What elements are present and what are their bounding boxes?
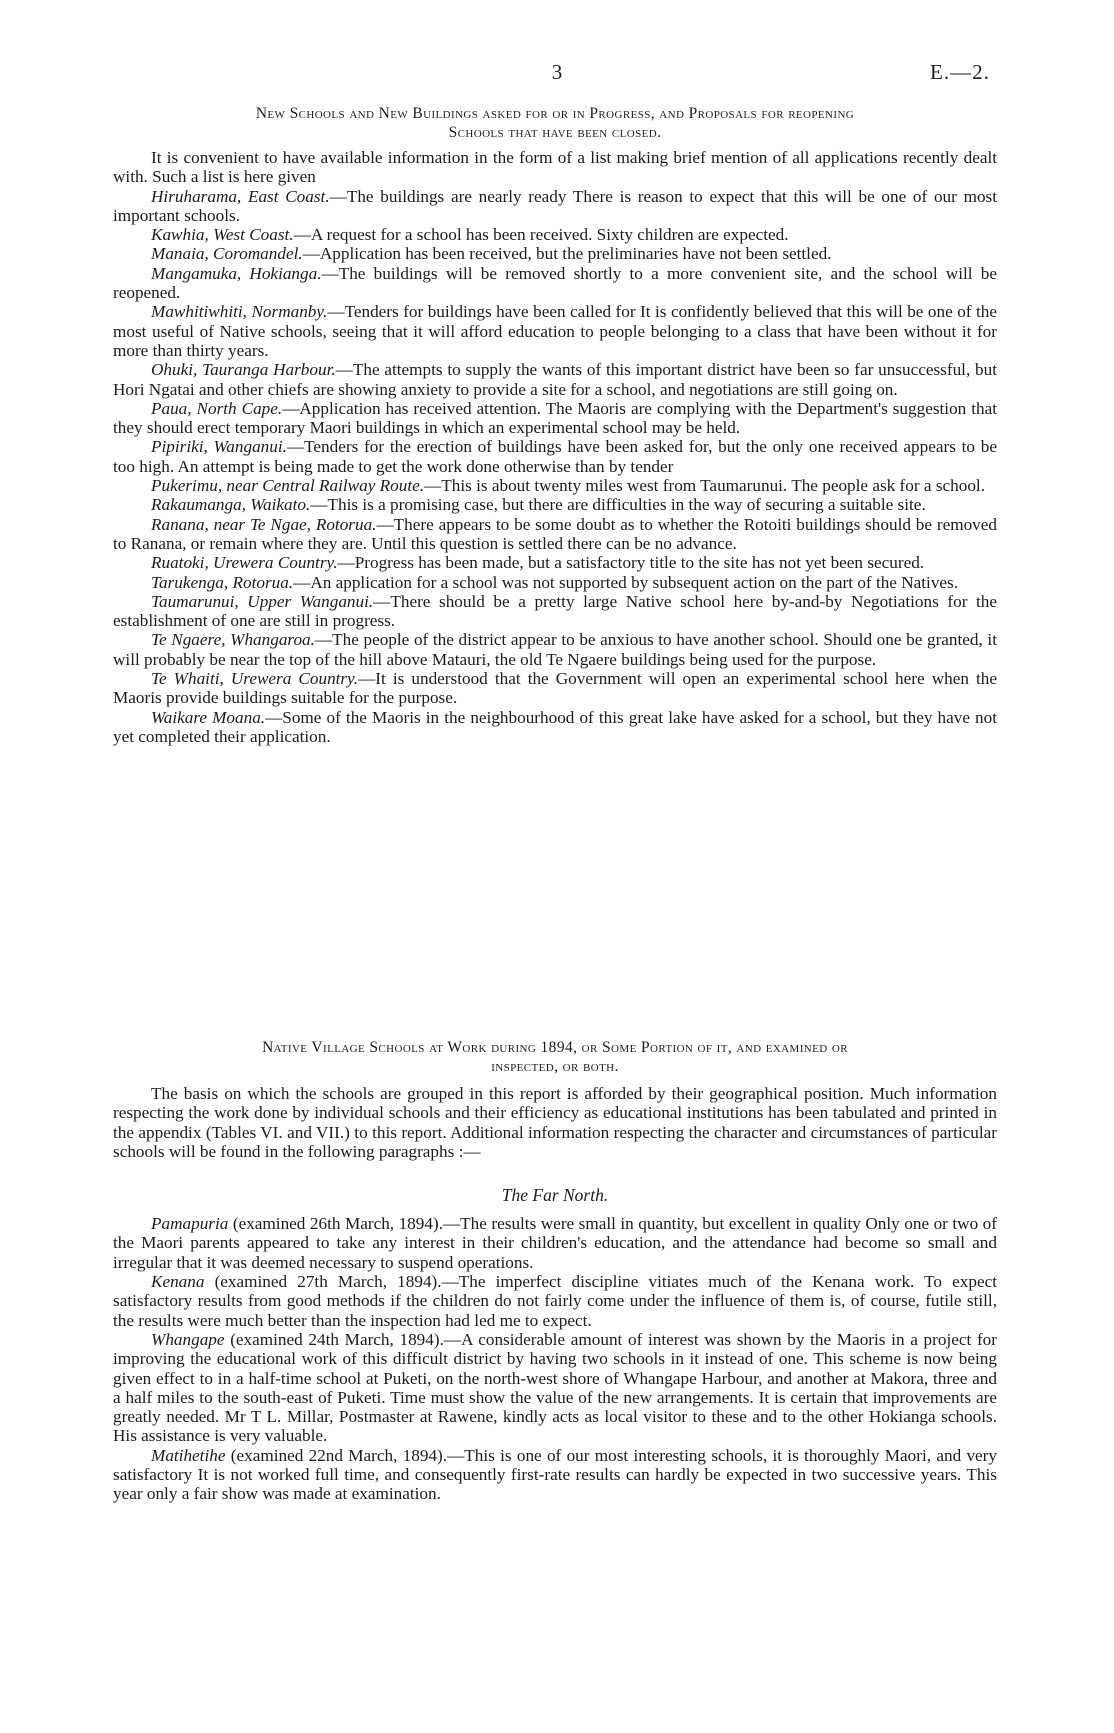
paragraph-lead: Pamapuria: [151, 1214, 229, 1234]
paragraph-lead: Ranana, near Te Ngae, Rotorua.: [151, 514, 377, 534]
paragraph-lead: Hiruharama, East Coast.: [151, 186, 330, 206]
paragraph-lead: Tarukenga, Rotorua.: [151, 572, 294, 592]
paragraph-lead: Pipiriki, Wanganui.: [151, 437, 287, 457]
paragraph: [113, 360, 997, 399]
paragraph-lead: Manaia, Coromandel.: [151, 244, 303, 264]
paragraph-text: —Application has received attention. The Maoris are complying with the Department's suggestion that they should erect temporary Maori buildings in which an experimental school may be held.: [113, 398, 997, 438]
paragraph-lead: Rakaumanga, Waikato.: [151, 495, 311, 515]
paragraph-lead: Waikare Moana.: [151, 707, 266, 727]
paragraph: [113, 187, 997, 226]
paragraph-lead: Paua, North Cape.: [151, 398, 283, 418]
paragraph-lead: Ohuki, Tauranga Harbour.: [151, 360, 336, 380]
paragraph: [113, 553, 997, 572]
paragraph-lead: Mawhitiwhiti, Normanby.: [151, 302, 328, 322]
paragraph-lead: Kenana: [151, 1272, 205, 1292]
paragraph: [113, 476, 997, 495]
paragraph-lead: Ruatoki, Urewera Country.: [151, 553, 338, 573]
school-paragraph: [113, 1214, 997, 1272]
paragraph-text: (examined 24th March, 1894).—A considerable amount of interest was shown by the Maoris in a project for improving the educational work of this difficult district by having two schools in it instead of one. This scheme is now being given effect to in a half-time school at Puketi, on the north-west shore of Whangape Harbour, and another at Makora, three and a half miles to the south-east of Puketi. Time must show the value of the new arrangements. It is certain that improvements are greatly needed. Mr T L. Millar, Postmaster at Rawene, kindly acts as local visitor to these and to the other Hokianga schools. His assistance is very valuable.: [113, 1329, 997, 1446]
paragraph-lead: Mangamuka, Hokianga.: [151, 263, 322, 283]
paragraph: [113, 592, 997, 631]
paragraph: [113, 244, 997, 263]
paragraph-text: (examined 22nd March, 1894).—This is one of our most interesting schools, it is thoroughly Maori, and very satisfactory It is not worked full time, and consequently first-rate results can hardly be expected in two successive years. This year only a fair show was made at examination.: [113, 1445, 997, 1504]
paragraph-lead: Te Whaiti, Urewera Country.: [151, 669, 359, 689]
paragraph-lead: Te Ngaere, Whangaroa.: [151, 630, 315, 650]
section-new-schools: [113, 104, 997, 746]
paragraph-text: —Application has been received, but the preliminaries have not been settled.: [302, 244, 832, 264]
paragraph-lead: Pukerimu, near Central Railway Route.: [151, 476, 425, 496]
paragraph-text: —This is a promising case, but there are difficulties in the way of securing a suitable site.: [310, 495, 926, 515]
paragraph: [113, 495, 997, 514]
paragraph: [113, 630, 997, 669]
paragraph-lead: Whangape: [151, 1329, 225, 1349]
paragraph-text: It is convenient to have available information in the form of a list making brief mention of all applications recently dealt with. Such a list is here given: [113, 148, 997, 187]
paragraph-text: —Tenders for the erection of buildings have been asked for, but the only one received appears to be too high. An attempt is being made to get the work done otherwise than by tender: [113, 437, 997, 476]
section-heading-cont: Schools that have been closed.: [448, 124, 662, 141]
paragraph: [113, 437, 997, 476]
paragraph-text: —It is understood that the Government will open an experimental school here when the Maoris provide buildings suitable for the purpose.: [113, 669, 997, 708]
paragraph-text: —An application for a school was not supported by subsequent action on the part of the Natives.: [293, 572, 959, 592]
paragraph: [113, 148, 997, 187]
paragraph: [113, 669, 997, 708]
paragraph-text: The basis on which the schools are grouped in this report is afforded by their geographical position. Much information respecting the work done by individual schools and their efficiency as educational institutions has been tabulated and printed in the appendix (Tables VI. and VII.) to this report. Additional information respecting the character and circumstances of particular schools will be found in the following paragraphs :—: [113, 1084, 997, 1161]
paragraph-text: (examined 27th March, 1894).—The imperfect discipline vitiates much of the Kenana work. To expect satisfactory results from good methods if the children do not fairly come under the influence of them is, of course, futile still, the results were much better than the inspection had led me to expect.: [113, 1272, 997, 1330]
paragraph: [113, 302, 997, 360]
paragraph-text: —The attempts to supply the wants of this important district have been so far unsuccessful, but Hori Ngatai and other chiefs are showing anxiety to provide a site for a school, and negotiations are still going on.: [113, 360, 997, 399]
paragraph-text: —This is about twenty miles west from Taumarunui. The people ask for a school.: [424, 476, 985, 496]
paragraph-text: —The people of the district appear to be anxious to have another school. Should one be granted, it will probably be near the top of the hill above Matauri, the old Te Ngaere buildings being used for the purpose.: [113, 630, 997, 669]
school-paragraph: [113, 1272, 997, 1330]
paragraph-text: —There appears to be some doubt as to whether the Rotoiti buildings should be removed to Ranana, or remain where they are. Until this question is settled there can be no advance.: [113, 514, 997, 553]
paragraph-lead: Taumarunui, Upper Wanganui.: [151, 591, 374, 611]
paragraph-text: —Tenders for buildings have been called for It is confidently believed that this will be one of the most useful of Native schools, seeing that it will afford education to people belonging to a class that have been without it for more than thirty years.: [113, 302, 997, 360]
paragraph: [113, 225, 997, 244]
paragraph: [113, 515, 997, 554]
paragraph-lead: Matihetihe: [151, 1445, 226, 1465]
section-heading: New Schools and New Buildings asked for or in Progress, and Proposals for reopening: [255, 105, 855, 122]
section-heading: Native Village Schools at Work during 1894, or Some Portion of it, and examined or: [262, 1039, 848, 1056]
section-heading-cont: inspected, or both.: [491, 1058, 619, 1075]
paragraph-text: —There should be a pretty large Native school here by-and-by Negotiations for the establishment of one are still in progress.: [113, 591, 997, 631]
paragraph-text: —Progress has been made, but a satisfactory title to the site has not yet been secured.: [337, 553, 925, 573]
paragraph-text: —A request for a school has been received. Sixty children are expected.: [293, 225, 789, 245]
paragraph: [113, 264, 997, 303]
paragraph-text: —The buildings will be removed shortly to a more convenient site, and the school will be reopened.: [113, 263, 997, 303]
school-paragraph: [113, 1330, 997, 1446]
school-paragraph: [113, 1446, 997, 1504]
subheading: The Far North.: [501, 1185, 609, 1206]
paragraph-text: (examined 26th March, 1894).—The results were small in quantity, but excellent in quality Only one or two of the Maori parents appeared to take any interest in their children's education, and the attendance had become so small and irregular that it was deemed necessary to suspend operations.: [113, 1214, 997, 1272]
document-reference: E.—2.: [930, 60, 990, 84]
paragraph: [113, 708, 997, 747]
paragraph-text: —The buildings are nearly ready There is reason to expect that this will be one of our most important schools.: [113, 186, 998, 225]
paragraph: [113, 399, 997, 438]
page-number: 3: [551, 60, 563, 84]
paragraph: [113, 1084, 997, 1161]
paragraph-lead: Kawhia, West Coast.: [151, 225, 294, 245]
paragraph-text: —Some of the Maoris in the neighbourhood of this great lake have asked for a school, but they have not yet completed their application.: [113, 707, 997, 746]
paragraph: [113, 573, 997, 592]
section-village-schools: [113, 1038, 997, 1504]
